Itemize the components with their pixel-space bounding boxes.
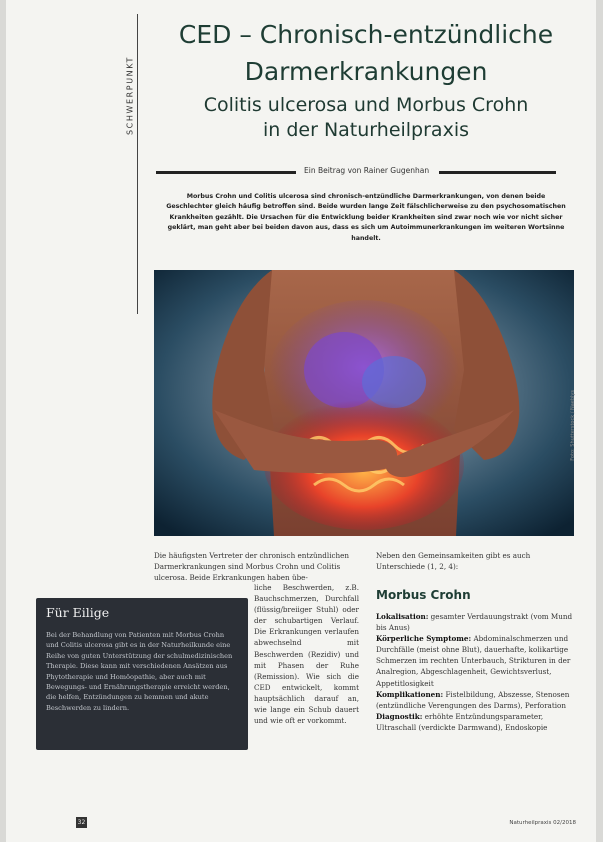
crohn-item xyxy=(376,633,583,688)
heading-morbus-crohn: Morbus Crohn xyxy=(376,588,471,602)
torso-illustration xyxy=(154,270,574,536)
crohn-item-label: Diagnostik: xyxy=(376,711,423,721)
image-credit: Foto: Shutterstock / Naeblys xyxy=(570,390,576,461)
crohn-item-label: Körperliche Symptome: xyxy=(376,634,472,644)
summary-box-text: Bei der Behandlung von Patienten mit Morbus Crohn und Colitis ulcerosa gibt es in der Naturheilkunde eine Reihe von guten Unterstützung der schulmedizinischen Therapie. Diese kann mit verschiedenen Ansätzen aus Phytotherapie und Homöopathie, aber auch mit Bewegungs- und Ernährungstherapie erreicht werden, die helfen, Entzündungen zu hemmen und akute Beschwerden zu lindern. xyxy=(46,631,233,712)
crohn-item-text: Fistelbildung, Abszesse, Stenosen (entzündliche Verengungen des Darms), Perforation xyxy=(376,689,570,710)
crohn-item-text: gesamter Verdauungstrakt (vom Mund bis Anus) xyxy=(376,612,573,633)
vertical-rule xyxy=(137,14,138,314)
title-line-2: Darmerkrankungen xyxy=(244,57,488,86)
column-1-body: liche Beschwerden, z.B. Bauchschmerzen, Durchfall (flüssig/breiiger Stuhl) oder der schubartigen Verlauf. Die Erkrankungen verlaufen abwechselnd mit Beschwerden (Rezidiv) und mit Phasen der Ruhe (Remission). Wie sich die CED entwickelt, kommt hauptsächlich darauf an, wie lange ein Schub dauert und wie oft er vorkommt. xyxy=(254,583,359,726)
hero-image-torso xyxy=(154,270,574,536)
magazine-page xyxy=(6,0,596,842)
crohn-item xyxy=(376,689,583,711)
crohn-item xyxy=(376,711,583,733)
title-line-1: CED – Chronisch-entzündliche xyxy=(178,20,554,49)
crohn-item-label: Lokalisation: xyxy=(376,612,429,621)
byline-rule-left xyxy=(156,171,296,174)
summary-box xyxy=(36,598,248,750)
page-number: 32 xyxy=(77,819,86,826)
byline-row xyxy=(156,166,556,178)
column-1-intro: Die häufigsten Vertreter der chronisch entzündlichen Darmerkrankungen sind Morbus Crohn und Colitis ulcerosa. Beide Erkrankungen haben übe- xyxy=(154,551,350,583)
lead-paragraph: Morbus Crohn und Colitis ulcerosa sind chronisch-entzündliche Darmerkrankungen, von denen beide Geschlechter gleich häufig betroffen sind. Beide wurden lange Zeit fälschlicherweise zu den psychosomatischen Krankheiten gezählt. Die Ursachen für die Entwicklung beider Krankheiten sind zwar noch wie vor nicht sicher geklärt, man geht aber bei beiden davon aus, dass es sich um Autoimmunerkrankungen im weiteren Wortsinne handelt. xyxy=(166,193,566,242)
summary-box-title: Für Eilige xyxy=(46,605,110,620)
byline: Ein Beitrag von Rainer Gugenhan xyxy=(304,166,430,175)
crohn-item-text: Abdominalschmerzen und Durchfälle (meist ohne Blut), dauerhafte, kolikartige Schmerzen im rechten Unterbauch, Strikturen in der Analregion, Abgeschlagenheit, Gewichtsverlust, Appetitlosigkeit xyxy=(376,634,571,688)
byline-rule-right xyxy=(439,171,556,174)
crohn-item xyxy=(376,611,583,633)
section-label: SCHWERPUNKT xyxy=(125,56,135,135)
subtitle-line-2: in der Naturheilpraxis xyxy=(262,119,469,141)
column-2-intro: Neben den Gemeinsamkeiten gibt es auch Unterschiede (1, 2, 4): xyxy=(376,551,531,572)
crohn-details xyxy=(376,611,583,733)
subtitle-line-1: Colitis ulcerosa und Morbus Crohn xyxy=(203,94,529,116)
footer-publication: Naturheilpraxis 02/2018 xyxy=(509,820,576,826)
crohn-item-label: Komplikationen: xyxy=(376,689,444,699)
crohn-item-text: erhöhte Entzündungsparameter, Ultraschall (verdickte Darmwand), Endoskopie xyxy=(376,711,548,732)
